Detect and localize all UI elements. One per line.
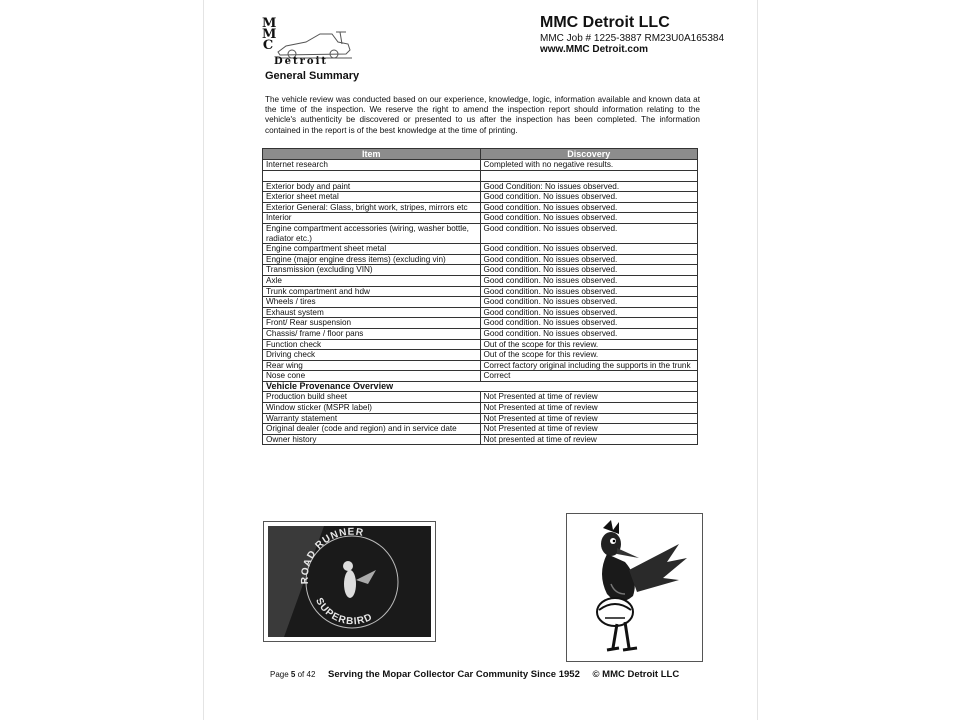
discovery-cell: Good condition. No issues observed. <box>480 213 698 224</box>
discovery-cell: Good condition. No issues observed. <box>480 307 698 318</box>
footer-slogan: Serving the Mopar Collector Car Community Since 1952 <box>328 669 580 680</box>
table-row <box>263 328 698 339</box>
item-cell: Original dealer (code and region) and in service date <box>263 424 481 435</box>
page-prefix: Page <box>270 670 289 679</box>
footer-copyright: © MMC Detroit LLC <box>592 669 680 680</box>
table-row <box>263 202 698 213</box>
item-cell: Chassis/ frame / floor pans <box>263 328 481 339</box>
table-row <box>263 286 698 297</box>
table-row <box>263 265 698 276</box>
discovery-cell <box>480 170 698 181</box>
discovery-cell: Good condition. No issues observed. <box>480 223 698 243</box>
road-runner-illustration <box>566 513 703 662</box>
table-row <box>263 297 698 308</box>
inspection-table <box>262 148 698 445</box>
discovery-cell: Good condition. No issues observed. <box>480 275 698 286</box>
page-total: of 42 <box>297 670 316 679</box>
table-row <box>263 160 698 171</box>
decal-photo <box>263 521 436 642</box>
item-cell: Engine compartment accessories (wiring, washer bottle, radiator etc.) <box>263 223 481 243</box>
job-number: MMC Job # 1225-3887 RM23U0A165384 <box>540 33 724 44</box>
item-cell: Exterior General: Glass, bright work, stripes, mirrors etc <box>263 202 481 213</box>
logo-letters <box>262 16 277 53</box>
discovery-cell: Good condition. No issues observed. <box>480 286 698 297</box>
item-cell: Trunk compartment and hdw <box>263 286 481 297</box>
table-header-row <box>263 149 698 160</box>
table-row <box>263 434 698 445</box>
item-cell: Function check <box>263 339 481 350</box>
item-cell: Nose cone <box>263 371 481 382</box>
decal-text-top: ROAD RUNNER <box>299 526 365 585</box>
item-cell: Transmission (excluding VIN) <box>263 265 481 276</box>
discovery-cell: Not presented at time of review <box>480 434 698 445</box>
discovery-cell: Completed with no negative results. <box>480 160 698 171</box>
column-header-discovery: Discovery <box>480 149 698 160</box>
discovery-cell: Out of the scope for this review. <box>480 350 698 361</box>
item-cell <box>263 170 481 181</box>
page-number <box>270 670 315 679</box>
table-row <box>263 403 698 414</box>
item-cell: Axle <box>263 275 481 286</box>
discovery-cell: Out of the scope for this review. <box>480 339 698 350</box>
section-title: General Summary <box>265 70 360 82</box>
provenance-section-row <box>263 381 698 392</box>
table-row <box>263 192 698 203</box>
website: www.MMC Detroit.com <box>540 44 648 55</box>
table-row <box>263 307 698 318</box>
table-row <box>263 275 698 286</box>
logo-letter: C <box>262 38 274 53</box>
item-cell: Exhaust system <box>263 307 481 318</box>
discovery-cell: Correct <box>480 371 698 382</box>
item-cell: Window sticker (MSPR label) <box>263 403 481 414</box>
discovery-cell: Not Presented at time of review <box>480 424 698 435</box>
discovery-cell: Good condition. No issues observed. <box>480 254 698 265</box>
decal-text-bottom: SUPERBIRD <box>313 596 375 628</box>
discovery-cell: Good condition. No issues observed. <box>480 192 698 203</box>
item-cell: Internet research <box>263 160 481 171</box>
road-runner-decal-image <box>264 522 435 641</box>
discovery-cell: Not Presented at time of review <box>480 403 698 414</box>
logo-letter: M <box>262 16 277 31</box>
item-cell: Wheels / tires <box>263 297 481 308</box>
item-cell: Engine compartment sheet metal <box>263 244 481 255</box>
table-row <box>263 244 698 255</box>
discovery-cell: Good condition. No issues observed. <box>480 318 698 329</box>
item-cell: Interior <box>263 213 481 224</box>
inspection-rows <box>263 160 698 382</box>
table-row <box>263 223 698 243</box>
discovery-cell: Correct factory original including the supports in the trunk <box>480 360 698 371</box>
mmc-detroit-logo <box>262 18 352 68</box>
item-cell: Exterior body and paint <box>263 181 481 192</box>
item-cell: Driving check <box>263 350 481 361</box>
discovery-cell: Good condition. No issues observed. <box>480 202 698 213</box>
discovery-cell: Good condition. No issues observed. <box>480 328 698 339</box>
item-cell: Front/ Rear suspension <box>263 318 481 329</box>
table-row <box>263 181 698 192</box>
item-cell: Warranty statement <box>263 413 481 424</box>
discovery-cell: Not Presented at time of review <box>480 392 698 403</box>
item-cell: Engine (major engine dress items) (excluding vin) <box>263 254 481 265</box>
discovery-cell: Good condition. No issues observed. <box>480 297 698 308</box>
discovery-cell: Good condition. No issues observed. <box>480 265 698 276</box>
table-row <box>263 339 698 350</box>
company-name: MMC Detroit LLC <box>540 14 670 31</box>
discovery-cell: Not Presented at time of review <box>480 413 698 424</box>
logo-letter: M <box>262 27 277 42</box>
discovery-cell: Good condition. No issues observed. <box>480 244 698 255</box>
item-cell: Owner history <box>263 434 481 445</box>
discovery-cell: Good Condition: No issues observed. <box>480 181 698 192</box>
table-row <box>263 350 698 361</box>
intro-paragraph: The vehicle review was conducted based on our experience, knowledge, logic, information available and known data at the time of the inspection. We reserve the right to amend the inspection report should information relating to the vehicle's authenticity be discovered or presented to us after the inspection has been completed. The information contained in the report is of the best knowledge at the time of printing. <box>265 95 700 135</box>
logo-subtitle: Detroit <box>274 56 329 67</box>
column-header-item: Item <box>263 149 481 160</box>
table-row <box>263 213 698 224</box>
table-row <box>263 360 698 371</box>
item-cell: Production build sheet <box>263 392 481 403</box>
provenance-title: Vehicle Provenance Overview <box>263 381 698 392</box>
page-current: 5 <box>290 670 296 679</box>
table-row <box>263 413 698 424</box>
table-row <box>263 170 698 181</box>
item-cell: Exterior sheet metal <box>263 192 481 203</box>
table-row <box>263 424 698 435</box>
provenance-rows <box>263 392 698 445</box>
table-row <box>263 392 698 403</box>
table-row <box>263 254 698 265</box>
table-row <box>263 318 698 329</box>
item-cell: Rear wing <box>263 360 481 371</box>
table-row <box>263 371 698 382</box>
page-footer <box>270 669 679 680</box>
road-runner-icon <box>567 514 702 661</box>
